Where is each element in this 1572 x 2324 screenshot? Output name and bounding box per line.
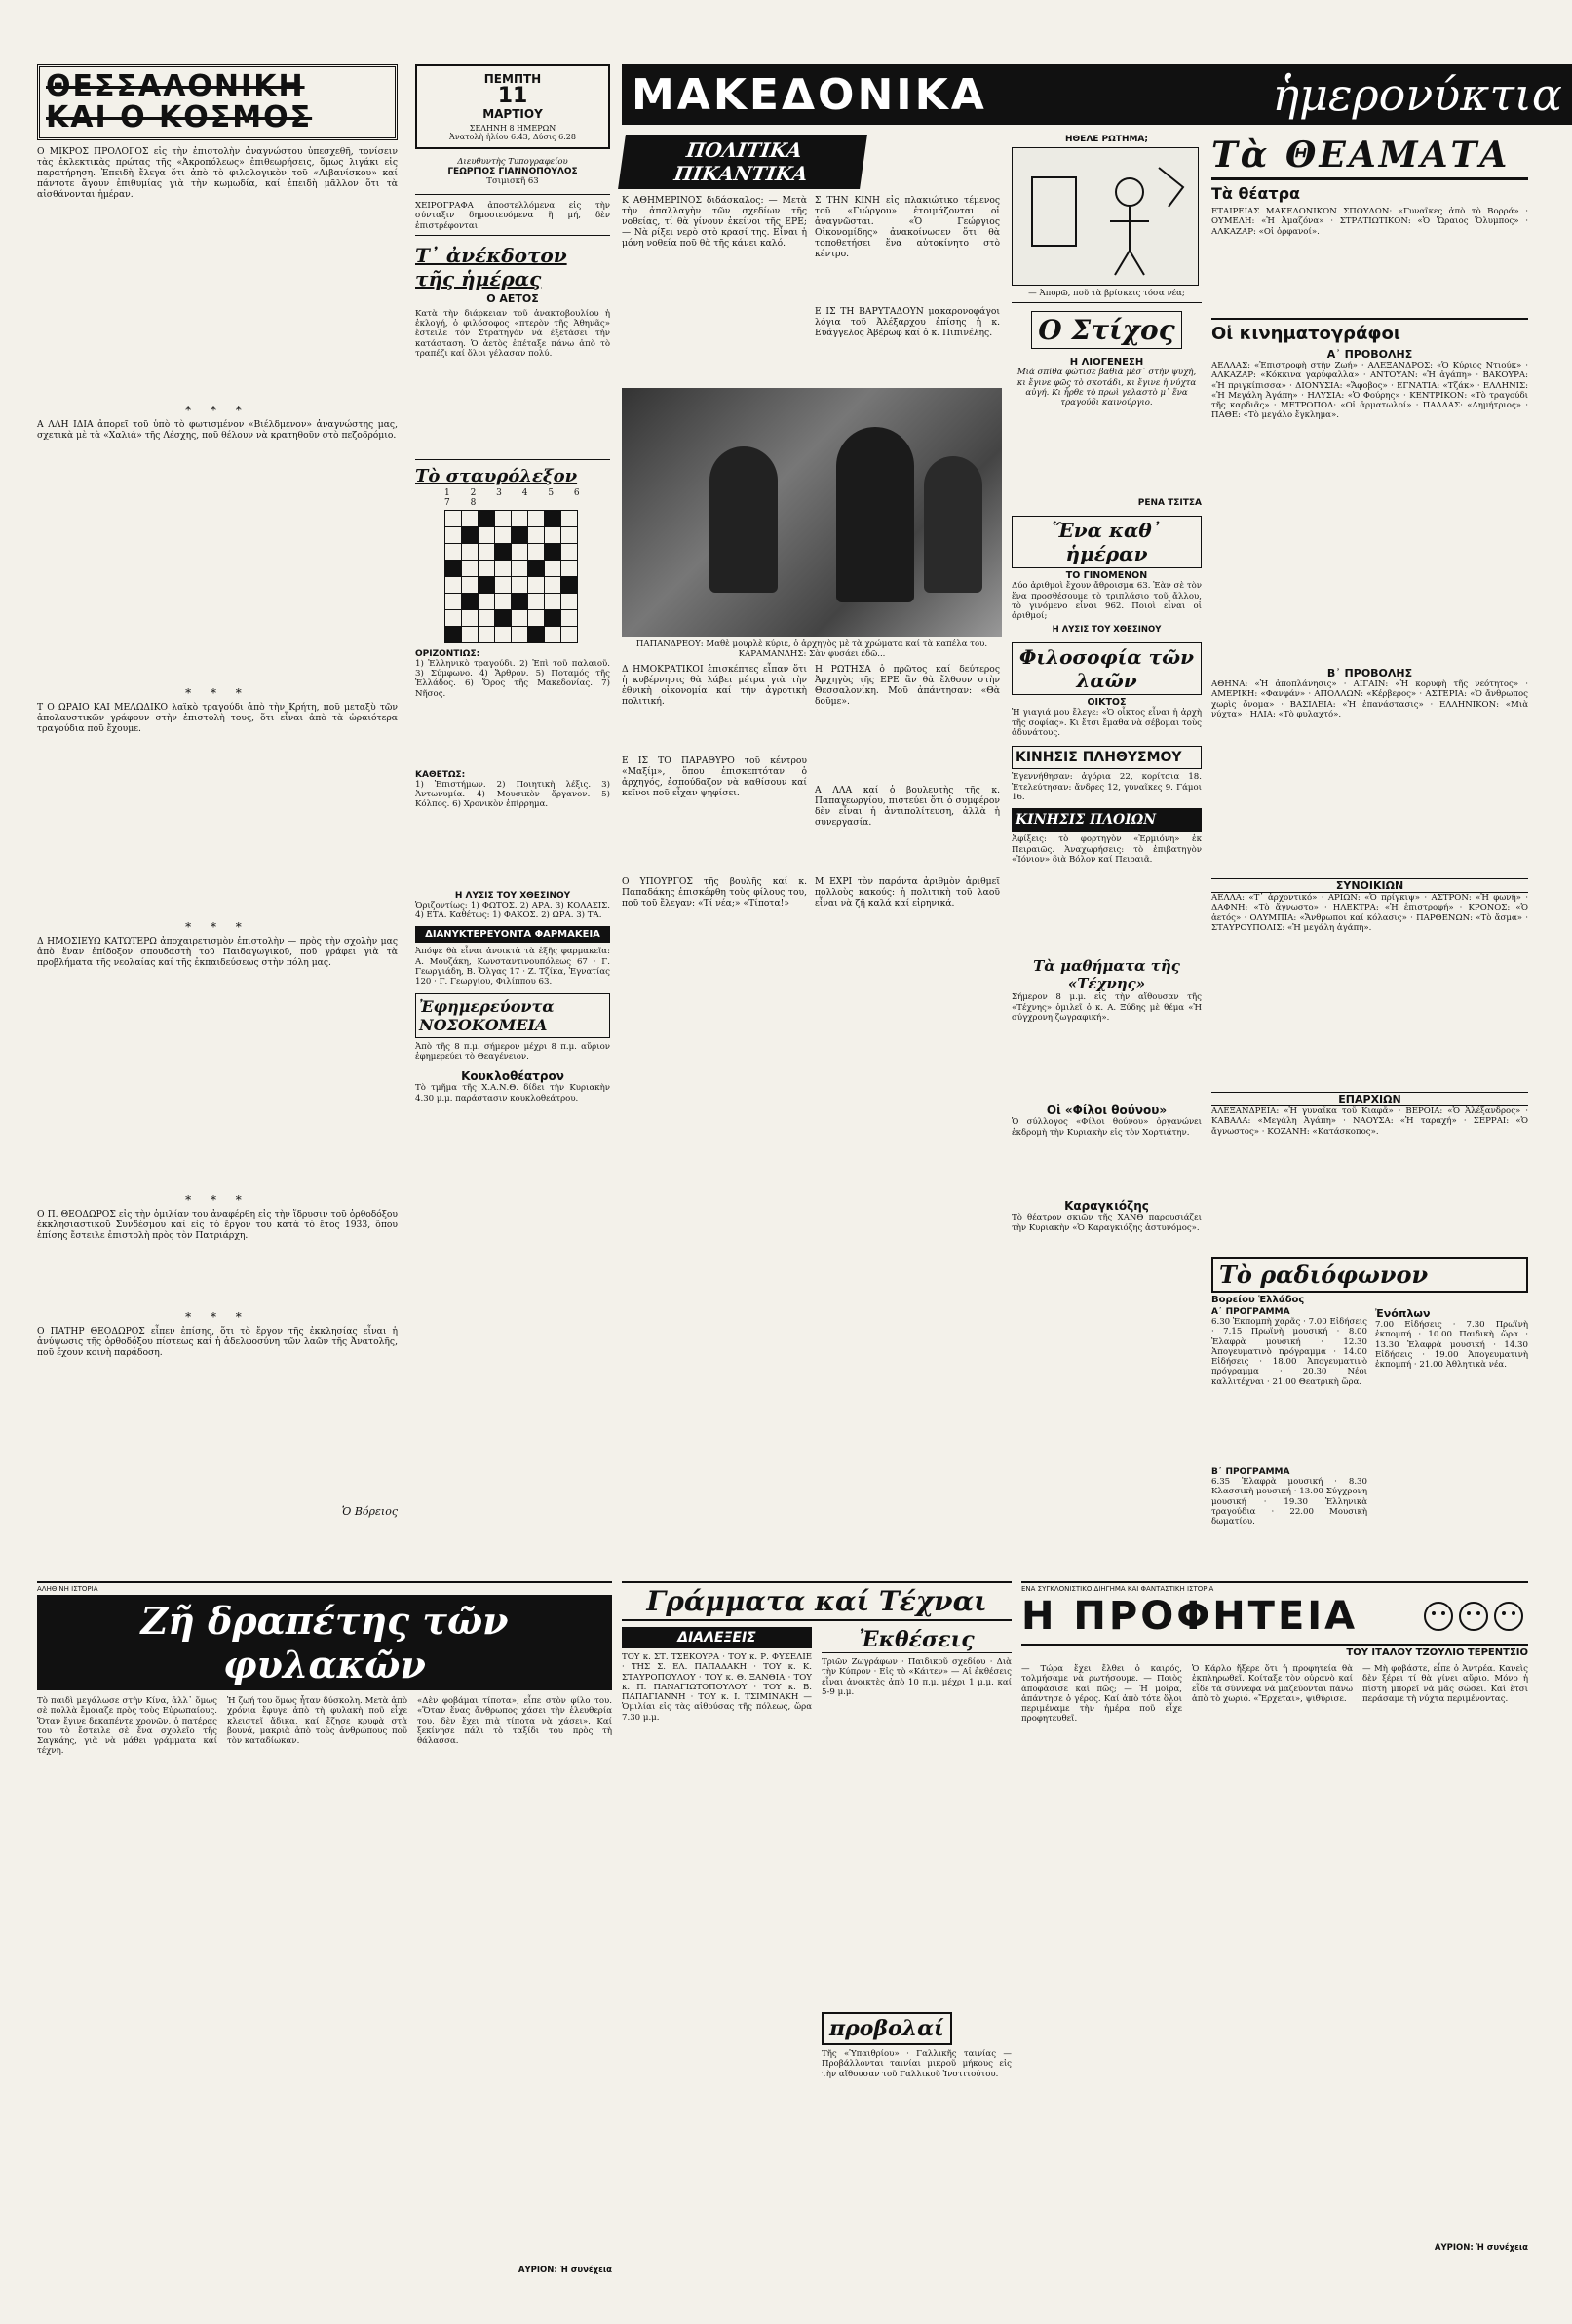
story-columns (37, 1696, 612, 2285)
profiteia-author: ΤΟΥ ΙΤΑΛΟΥ ΤΖΟΥΛΙΟ ΤΕΡΕΝΤΣΙΟ (1346, 1647, 1528, 1658)
profiteia-paragraph: — Μὴ φοβάστε, εἶπε ὁ Ἀντρέα. Κανεὶς δὲν ξέρει τί θὰ γίνει αὔριο. Μόνο ἡ πίστη μπορεῖ νὰ μᾶς σώσει. Καί ἔτσι περάσαμε τὴ νύχτα περιμένοντας. (1362, 1664, 1528, 1704)
article-paragraph: Ο Π. ΘΕΟΔΩΡΟΣ εἰς τὴν ὁμιλίαν του ἀναφέρθη εἰς τὴν ἵδρυσιν τοῦ ὀρθοδόξου ἐκκλησιαστικοῦ Συνδέσμου καί εἰς τὸ ἔργον του κατὰ τὸ ἔτος 1933, ὅπου ἐπίσης ἔστειλε ἐπιστολὴ πρὸς τὸν Πατριάρχη. (37, 1209, 398, 1241)
kathimeran-title: Ἕνα καθ᾽ ἡμέραν (1012, 516, 1202, 568)
newspaper-page (37, 64, 1562, 2277)
date-box (415, 64, 610, 149)
philosophia-text: Ἡ γιαγιά μου ἔλεγε: «Ὁ οἶκτος εἶναι ἡ ἀρχὴ τῆς σοφίας». Κι ἔτσι ἔμαθα νὰ σέβομαι τοὺς ἀδυνάτους. (1012, 708, 1202, 739)
cartoon-icon (1013, 148, 1198, 285)
section-title-line2: ΚΑΙ Ο ΚΟΣΜΟΣ (46, 100, 313, 135)
section-title-line1: ΘΕΣΣΑΛΟΝΙΚΗ (46, 69, 305, 103)
provolis-a-title: Α᾽ ΠΡΟΒΟΛΗΣ (1326, 348, 1413, 361)
director-label: Διευθυντὴς Τυπογραφείου (457, 157, 568, 167)
director-name: ΓΕΩΡΓΙΟΣ ΓΙΑΝΝΟΠΟΥΛΟΣ (447, 167, 578, 176)
politicians-photo (622, 388, 1002, 637)
radio-b-text: 6.35 Ἐλαφρὰ μουσική · 8.30 Κλασσικὴ μουσική · 13.00 Σύγχρονη μουσική · 19.30 Ἑλληνικὰ τραγούδια · 22.00 Μουσικὴ δωματίου. (1211, 1477, 1367, 1528)
ploia-text: Ἀφίξεις: τὸ φορτηγὸν «Ἑρμιόνη» ἐκ Πειραιῶς. Ἀναχωρήσεις: τὸ ἐπιβατηγὸν «Ἰόνιον» διὰ Βόλον καί Πειραιᾶ. (1012, 834, 1202, 865)
eparchion-text: ΑΛΕΞΑΝΔΡΕΙΑ: «Ἡ γυναῖκα τοῦ Κιαφᾶ» · ΒΕΡΟΙΑ: «Ὁ Ἀλέξανδρος» · ΚΑΒΑΛΑ: «Μεγάλη Ἀγάπη» · ΝΑΟΥΣΑ: «Ἡ ταραχή» · ΣΕΡΡΑΙ: «Ὁ ἄγνωστος» · ΚΟΖΑΝΗ: «Κατάσκοπος». (1211, 1106, 1528, 1137)
date-day: ΠΕΜΠΤΗ (483, 72, 542, 86)
synoikia-text: ΑΕΛΛΑ: «Τ᾽ ἀρχοντικό» · ΑΡΙΩΝ: «Ὁ πρίγκιψ» · ΑΣΤΡΟΝ: «Ἡ φωνή» · ΔΑΦΝΗ: «Τὸ ἄγνωστο» · ΗΛΕΚΤΡΑ: «Ἡ ἐπιστροφή» · ΚΡΟΝΟΣ: «Ὁ ἀετός» · ΟΛΥΜΠΙΑ: «Ἄνθρωποι καί κόλασις» · ΠΑΡΘΕΝΩΝ: «Τὸ ἄσμα» · ΣΤΑΥΡΟΥΠΟΛΙΣ: «Ἡ μεγάλη ἀγάπη». (1211, 893, 1528, 933)
solution-title: Η ΛΥΣΙΣ ΤΟΥ ΧΘΕΣΙΝΟΥ (454, 890, 571, 901)
clues-horizontal: 1) Ἑλληνικὸ τραγούδι. 2) Ἐπὶ τοῦ παλαιοῦ. 3) Σύμφωνο. 4) Ἄρθρον. 5) Ποταμός τῆς Ἑλλάδος. 6) Ὄρος τῆς Μακεδονίας. 7) Νῆσος. (415, 658, 610, 699)
separator-stars: * * * (185, 1310, 249, 1324)
filoi-title: Οἱ «Φίλοι θούνου» (1046, 1104, 1168, 1118)
politika-paragraph: Η ΡΩΤΗΣΑ ὁ πρῶτος καί δεύτερος Ἀρχηγὸς τῆς ΕΡΕ ἂν θὰ ἔλθουν στὴν Θεσσαλονίκη. Μοῦ ἀπάντησαν: «Θὰ δοῦμε». (815, 663, 1000, 707)
director-box (415, 149, 610, 195)
moon-info: ΣΕΛΗΝΗ 8 ΗΜΕΡΩΝ (469, 124, 556, 133)
kiniseis-title: ΚΙΝΗΣΙΣ ΠΛΗΘΥΣΜΟΥ (1012, 746, 1202, 769)
divider (1012, 302, 1202, 303)
photo-figure (836, 427, 914, 602)
stichos-subtitle: Η ΛΙΟΓΕΝΕΣΗ (1069, 357, 1144, 368)
divider (415, 235, 610, 236)
politika-paragraph: Α ΛΛΑ καί ὁ βουλευτὴς τῆς κ. Παπαγεωργίου, πιστεύει ὅτι ὁ συμφέρον δὲν εἶναι ἡ ἀντιπολίτευση, ἀλλὰ ἡ συνεργασία. (815, 784, 1000, 828)
crossword-grid (444, 510, 578, 643)
crossword-title: Τὸ σταυρόλεξον (415, 465, 578, 486)
column-signature: Ὁ Βόρειος (341, 1505, 398, 1518)
stichos-title: Ο Στίχος (1031, 311, 1182, 349)
story-title: Ζῆ δραπέτης τῶν φυλακῶν (37, 1595, 612, 1690)
story-paragraph: Τὸ παιδὶ μεγάλωσε στὴν Κίνα, ἀλλ᾽ ὅμως σὲ πολλὰ ἔμοιαζε πρὸς τοὺς Εὐρωπαίους. Ὅταν ἔγινε δεκαπέντε χρονῶν, ὁ πατέρας του τὸ ἔστειλε σὲ ἕνα σχολεῖο τῆς Σαγκάης, γιὰ νὰ μάθει γράμματα καί τέχνη. (37, 1696, 217, 1757)
radio-subtitle: Βορείου Ἑλλάδος (1211, 1295, 1305, 1305)
column-theamata (1211, 135, 1528, 1573)
profiteia-kicker: ΕΝΑ ΣΥΓΚΛΟΝΙΣΤΙΚΟ ΔΙΗΓΗΜΑ ΚΑΙ ΦΑΝΤΑΣΤΙΚΗ ΙΣΤΟΡΙΑ (1021, 1585, 1214, 1593)
profiteia-columns (1021, 1664, 1528, 2263)
stichos-poem: Μιὰ σπίθα φώτισε βαθιὰ μέσ᾽ στὴν ψυχή, κι ἔγινε φῶς τὸ σκοτάδι, κι ἔγινε ἡ νύχτα αὐγή. Κι ἦρθε τὸ πρωὶ γελαστὸ μ᾽ ἕνα τραγούδι καινούργιο. (1016, 368, 1197, 408)
clues-horizontal-title: ΟΡΙΖΟΝΤΙΩΣ: (415, 648, 480, 659)
photo-figure (924, 456, 982, 593)
filoi-text: Ὁ σύλλογος «Φίλοι θούνου» ὀργανώνει ἐκδρομὴ τὴν Κυριακὴν εἰς τὸν Χορτιάτην. (1012, 1117, 1202, 1138)
theamata-title: Τὰ ΘΕΑΜΑΤΑ (1211, 135, 1511, 175)
politika-bottom-row (622, 664, 1002, 968)
article-paragraph: Δ ΗΜΟΣΙΕΥΩ ΚΑΤΩΤΕΡΩ ἀποχαιρετισμὸν ἐπιστολὴν — πρὸς τὴν σχολὴν μας ἀπὸ ἕναν ἐπίδοξον σπουδαστὴ τοῦ Παιδαγωγικοῦ, ποῦ γράφει γιὰ τὰ προβλήματα τῆς νεολαίας καί τῆς ἐκπαιδεύσεως στὴν πόλη μας. (37, 936, 398, 968)
cartoon-subcaption: — Ἀπορῶ, ποῦ τὰ βρίσκεις τόσα νέα; (1028, 289, 1185, 298)
profiteia-paragraph: — Τώρα ἔχει ἔλθει ὁ καιρός, τολμήσαμε νὰ ρωτήσουμε. — Ποιὸς ἀποφάσισε καί πῶς; — Ἡ μοίρα, ἀπάντησε ὁ γέρος. Καί ἀπὸ τότε ὅλοι περιμέναμε τὴν ἡμέρα ποῦ εἶχε προφητευθεῖ. (1021, 1664, 1182, 1724)
theamata-header (1211, 135, 1528, 180)
photo-figure (709, 446, 778, 593)
radio-b-title: Β᾽ ΠΡΟΓΡΑΜΜΑ (1211, 1467, 1290, 1477)
story-section (37, 1581, 612, 2279)
enoplon-title: Ἐνόπλων (1375, 1307, 1431, 1320)
ektheseis-text: Τριῶν Ζωγράφων · Παιδικοῦ σχεδίου · Διὰ τὴν Κύπρον · Εἰς τὸ «Κάιτεν» — Αἱ ἐκθέσεις εἶναι ἀνοικτὲς ἀπὸ 10 π.μ. μέχρι 1 μ.μ. καί 5-9 μ.μ. (822, 1657, 1012, 1697)
masthead-left: ΜΑΚΕΔΟΝΙΚΑ (632, 69, 987, 120)
radio-columns (1211, 1307, 1528, 1578)
enoplon-text: 7.00 Εἰδήσεις · 7.30 Πρωϊνὴ ἐκπομπή · 10.00 Παιδικὴ ὥρα · 13.30 Ἐλαφρὰ μουσική · 14.30 Εἰδήσεις · 19.00 Ἀπογευματινὴ ἐκπομπή · 21.00 Ἀθλητικὰ νέα. (1375, 1320, 1528, 1371)
photo-caption: ΠΑΠΑΝΔΡΕΟΥ: Μαθὲ μουρλὲ κύριε, ὁ ἀρχηγὸς μὲ τὰ χρώματα καί τὰ καπέλα του. ΚΑΡΑΜΑΝΛΗΣ: Σὰν φυσάει ἐδῶ... (635, 639, 988, 660)
masthead-right: ἡμερονύκτια (1272, 68, 1562, 121)
eparchion-title: ΕΠΑΡΧΙΩΝ (1211, 1092, 1528, 1106)
profiteia-header (1021, 1593, 1528, 1646)
politika-paragraph: Σ ΤΗΝ ΚΙΝΗ εἰς πλακιώτικο τέμενος τοῦ «Γιώργου» ἐτοιμάζονται οἱ ἀναγνῶσται. «Ὁ Γεώργιος Οἰκονομίδης» ἀνακοίνωσεν ὅτι θὰ τοποθετήσει ἕνα αὐτοκίνητο στὸ κέντρο. (815, 195, 1000, 259)
mathimata-text: Σήμερον 8 μ.μ. εἰς τὴν αἴθουσαν τῆς «Τέχνης» ὁμιλεῖ ὁ κ. Α. Ξύδης μὲ θέμα «Ἡ σύγχρονη ζωγραφική». (1012, 992, 1202, 1023)
politika-paragraph: Ε ΙΣ ΤΟ ΠΑΡΑΘΥΡΟ τοῦ κέντρου «Μαξίμ», ὅπου ἐπισκεπτόταν ὁ ἀρχηγός, ἐσπούδαζον νὰ καθίσουν καί κεῖνοι ποῦ εἶχαν ψηφίσει. (622, 755, 807, 798)
puppet-text: Τὸ τμῆμα τῆς Χ.Α.Ν.Θ. δίδει τὴν Κυριακὴν 4.30 μ.μ. παράστασιν κουκλοθεάτρου. (415, 1083, 610, 1104)
provolai-title: προβολαί (822, 2012, 952, 2045)
separator-stars: * * * (185, 920, 249, 934)
theatra-text: ΕΤΑΙΡΕΙΑΣ ΜΑΚΕΔΟΝΙΚΩΝ ΣΠΟΥΔΩΝ: «Γυναῖκες ἀπὸ τὸ Βορρά» · ΟΥΜΕΛΗ: «Ἡ Ἀμαζόνα» · ΣΤΡΑΤΙΩΤΙΚΟΝ: «Ὁ Ὥραιος Ὄλυμπος» · ΑΛΚΑΖΑΡ: «Οἱ ὀρφανοί». (1211, 207, 1528, 237)
grammata-title: Γράμματα καί Τέχναι (622, 1583, 1012, 1621)
profiteia-section (1021, 1581, 1528, 2279)
politika-left-col (622, 664, 807, 968)
philosophia-subtitle: ΟΙΚΤΟΣ (1087, 697, 1127, 709)
middle-column (1012, 135, 1202, 1568)
sun-info: Ἀνατολὴ ἡλίου 6.43, Δύσις 6.28 (449, 133, 576, 141)
solution-text: Ὁριζοντίως: 1) ΦΩΤΟΣ. 2) ΑΡΑ. 3) ΚΟΛΑΣΙΣ. 4) ΕΤΑ. Καθέτως: 1) ΦΑΚΟΣ. 2) ΩΡΑ. 3) ΤΑ. (415, 900, 610, 921)
manuscripts-note: ΧΕΙΡΟΓΡΑΦΑ ἀποστελλόμενα εἰς τὴν σύνταξιν δημοσιευόμενα ἢ μή, δὲν ἐπιστρέφονται. (415, 201, 610, 231)
clues-vertical-title: ΚΑΘΕΤΩΣ: (415, 769, 466, 780)
column-info (415, 64, 610, 1573)
anecdote-title: Τ᾽ ἀνέκδοτον τῆς ἡμέρας (415, 243, 567, 290)
ploia-title: ΚΙΝΗΣΙΣ ΠΛΟΙΩΝ (1012, 808, 1202, 832)
article-paragraph: Α ΛΛΗ ΙΔΙΑ ἀπορεῖ τοῦ ὑπὸ τὸ φωτισμένον «Βιέλδμενον» ἀναγνώστης μας, σχετικὰ μὲ τὰ «Χαλιά» τῆς Λέσχης, ποῦ θέλουν νὰ κρατηθοῦν στὸ πεζοδρόμιο. (37, 419, 398, 441)
article-paragraph: Ο ΠΑΤΗΡ ΘΕΟΔΩΡΟΣ εἶπεν ἐπίσης, ὅτι τὸ ἔργον τῆς ἐκκλησίας εἶναι ἡ ἀνύψωσις τῆς ὀρθοδόξου πίστεως καί ἡ ἀδελφοσύνη τῶν λαῶν τῆς Ἀνατολῆς, ποῦ ἔχουν κοινὴ παράδοση. (37, 1326, 398, 1358)
grammata-section (622, 1581, 1012, 2279)
divider (415, 459, 610, 460)
stichos-author: ΡΕΝΑ ΤΣΙΤΣΑ (1137, 498, 1202, 509)
politika-top-row (622, 195, 1002, 306)
date-number: 11 (497, 84, 528, 108)
ektheseis-title: Ἐκθέσεις (822, 1627, 1012, 1653)
story-paragraph: «Δὲν φοβάμαι τίποτα», εἶπε στὸν φίλο του. «Ὅταν ἕνας ἄνθρωπος χάσει τὴν ἐλευθερία του, δὲν ἔχει πιὰ τίποτα νὰ χάσει». Καί ξεκίνησε πάλι τὸ ταξίδι του πρὸς τὴ θάλασσα. (417, 1696, 612, 1747)
separator-stars: * * * (185, 404, 249, 417)
hospital-title: Ἐφημερεύοντα ΝΟΣΟΚΟΜΕΙΑ (415, 993, 610, 1038)
faces-illustration-icon (1421, 1593, 1528, 1640)
hospital-text: Ἀπὸ τῆς 8 π.μ. σήμερον μέχρι 8 π.μ. αὔριον ἐφημερεύει τὸ Θεαγένειον. (415, 1041, 610, 1062)
kiniseis-text: Ἐγεννήθησαν: ἀγόρια 22, κορίτσια 18. Ἐτελεύτησαν: ἄνδρες 12, γυναῖκες 9. Γάμοι 16. (1012, 772, 1202, 802)
kathimeran-solution-title: Η ΛΥΣΙΣ ΤΟΥ ΧΘΕΣΙΝΟΥ (1052, 625, 1162, 636)
date-month: ΜΑΡΤΙΟΥ (482, 107, 543, 121)
pharmacy-text: Ἀπόψε θὰ εἶναι ἀνοικτὰ τὰ ἑξῆς φαρμακεῖα: Α. Μουζάκη, Κωνσταντινουπόλεως 67 · Γ. Γεωργιάδη, Β. Ὄλγας 17 · Ζ. Τζίκα, Ἐγνατίας 120 · Γ. Γεωργίου, Φιλίππου 63. (415, 947, 610, 988)
kinimatografoi-title: Οἱ κινηματογράφοι (1211, 324, 1400, 344)
synoikia-title: ΣΥΝΟΙΚΙΩΝ (1211, 878, 1528, 893)
masthead (622, 64, 1572, 125)
karagkiozis-text: Τὸ θέατρον σκιῶν τῆς ΧΑΝΘ παρουσιάζει τὴν Κυριακὴν «Ὁ Καραγκιόζης ἀστυνόμος». (1012, 1213, 1202, 1233)
politika-paragraph: Δ ΗΜΟΚΡΑΤΙΚΟΙ ἐπισκέπτες εἶπαν ὅτι ἡ κυβέρνησις θὰ λάβει μέτρα γιὰ τὴν ἐθνικὴ οἰκονομία καί τὴν ἀγροτικὴ πολιτική. (622, 663, 807, 707)
separator-stars: * * * (185, 686, 249, 700)
dialexeis-col (622, 1627, 812, 2241)
politika-paragraph: Ο ΥΠΟΥΡΓΟΣ τῆς βουλῆς καί κ. Παπαδάκης ἐπισκέφθη τοὺς φίλους του, ποῦ τοῦ ἔλεγαν: «Τί νέα;» «Τίποτα!» (622, 875, 807, 909)
karagkiozis-title: Καραγκιόζης (1064, 1199, 1149, 1214)
puppet-title: Κουκλοθέατρον (461, 1069, 564, 1084)
dialexeis-text: ΤΟΥ κ. ΣΤ. ΤΣΕΚΟΥΡΑ · ΤΟΥ κ. Ρ. ΦΥΣΕΛΙΕ · ΤΗΣ Σ. ΕΛ. ΠΑΠΑΔΑΚΗ · ΤΟΥ κ. Κ. ΣΤΑΥΡΟΠΟΥΛΟΥ · ΤΟΥ κ. Θ. ΞΑΝΘΙΑ · ΤΟΥ κ. Π. ΠΑΝΑΓΙΩΤΟΠΟΥΛΟΥ · ΤΟΥ κ. Β. ΠΑΠΑΓΙΑΝΝΗ · ΤΟΥ κ. Ι. ΤΣΙΜΙΝΑΚΗ — Ὁμιλίαι εἰς τὰς αἰθούσας τῆς πόλεως, ὥρα 7.30 μ.μ. (622, 1652, 812, 1723)
story-paragraph: Ἡ ζωή του ὅμως ἦταν δύσκολη. Μετὰ ἀπὸ χρόνια ἔφυγε ἀπὸ τὴ φυλακὴ ποῦ εἶχε κλειστεῖ ἄδικα, καί ἔζησε κρυφὰ στὰ βουνά, μακριὰ ἀπὸ τοὺς ἀνθρώπους ποῦ τὸν καταδίωκαν. (227, 1696, 407, 1747)
cartoon-caption: ΗΘΕΛΕ ΡΩΤΗΜΑ; (1064, 135, 1149, 144)
thessaloniki-header (37, 64, 398, 140)
politika-paragraph: Κ ΑΘΗΜΕΡΙΝΟΣ διδάσκαλος: — Μετὰ τὴν ἀπαλλαγὴν τῶν σχεδίων τῆς νοθείας, τί θὰ γίνουν ἐκείνοι τῆς ΕΡΕ; — Νὰ ρίξει νερὸ στὸ κρασί της. Εἶναι ἡ μόνη νοθεία ποῦ θὰ τῆς κάνει καλό. (622, 195, 807, 249)
profiteia-paragraph: Ὁ Κάρλο ἤξερε ὅτι ἡ προφητεία θὰ ἐκπληρωθεῖ. Κοίταξε τὸν οὐρανὸ καί εἶδε τὰ σύννεφα νὰ μαζεύονται πάνω ἀπὸ τὸ χωριό. «Ἔρχεται», ψιθύρισε. (1192, 1664, 1353, 1704)
grammata-columns (622, 1627, 1012, 2241)
article-paragraph: Ο ΜΙΚΡΟΣ ΠΡΟΛΟΓΟΣ εἰς τὴν ἐπιστολὴν ἀναγνώστου ὑπεσχεθῆ, τονίσειν τὰς ἐκλεκτικὰς πρώτας τῆς «Ἀκροπόλεως» ἐπιθεωρήσεις, ὅμως λιγάκι εἰς παρατήρηση. Ἐπειδὴ ἔλεγα ὅτι ἀπὸ τὸ φιλολογικὸν τοῦ «Λιβανίσκου» καί πάντοτε ἄγουν ἐπιθυμίας γιὰ τὴν κωμωδία, καί ἐπειδὴ μᾶλλον ὅτι τὰ αἰσθάνονται ἡμέραν. (37, 146, 398, 200)
profiteia-last-col (1362, 1664, 1528, 2263)
story-continued: ΑΥΡΙΟΝ: Ἡ συνέχεια (518, 2266, 612, 2275)
anecdote-text: Κατὰ τὴν διάρκειαν τοῦ ἀνακτοβουλίου ἡ ἐκλογή, ὁ φιλόσοφος «πτερὸν τῆς Ἀθηνᾶς» ἔστειλε τὸν Στρατηγὸν νὰ ἐξετάσει τὴν κατάσταση. Ὁ ἀετὸς ἐπέταξε πάνω ἀπὸ τὸ τραπέζι καί ὅλοι γέλασαν πολύ. (415, 308, 610, 360)
profiteia-title: Η ΠΡΟΦΗΤΕΙΑ (1021, 1594, 1359, 1639)
story-last-col (417, 1696, 612, 2285)
radio-title: Τὸ ραδιόφωνον (1211, 1257, 1528, 1293)
profiteia-continued: ΑΥΡΙΟΝ: Ἡ συνέχεια (1434, 2243, 1528, 2253)
divider (1211, 318, 1528, 320)
ektheseis-col (822, 1627, 1012, 2241)
kathimeran-text: Δύο ἀριθμοὶ ἔχουν ἄθροισμα 63. Ἐὰν σὲ τὸν ἕνα προσθέσουμε τὸ τριπλάσιο τοῦ ἄλλου, τὸ γινόμενο εἶναι 962. Ποιοὶ εἶναι οἱ ἀριθμοί; (1012, 581, 1202, 622)
politika-right-col (815, 664, 1000, 968)
anecdote-subtitle: Ο ΑΕΤΟΣ (486, 291, 539, 305)
column-thessaloniki (37, 64, 398, 1573)
philosophia-title: Φιλοσοφία τῶν λαῶν (1012, 642, 1202, 695)
clues-vertical: 1) Ἐπιστήμων. 2) Ποιητικὴ λέξις. 3) Ἀντωνυμία. 4) Μουσικὸν ὄργανον. 5) Κόλπος. 6) Χρονικὸν ἐπίρρημα. (415, 779, 610, 810)
cartoon-drawing (1012, 147, 1199, 286)
radio-a-title: Α᾽ ΠΡΟΓΡΑΜΜΑ (1211, 1307, 1290, 1317)
politika-title: ΠΟΛΙΤΙΚΑ ΠΙΚΑΝΤΙΚΑ (618, 135, 867, 189)
director-address: Τσιμισκῆ 63 (486, 176, 539, 186)
politika-paragraph: Ε ΙΣ ΤΗ ΒΑΡΥΤΑΔΟΥΝ μακαρονοφάγοι λόγια τοῦ Ἀλέξαρχου ἐπίσης ἡ κ. Εὐάγγελος Ἀβέρωφ καί ὁ κ. Πιπινέλης. (815, 306, 1000, 338)
separator-stars: * * * (185, 1193, 249, 1207)
provolis-b-text: ΑΘΗΝΑ: «Ἡ ἀποπλάνησις» · ΑΙΓΑΙΝ: «Ἡ κορυφὴ τῆς νεότητος» · ΑΜΕΡΙΚΗ: «Φανφάν» · ΑΠΟΛΛΩΝ: «Κέρβερος» · ΑΣΤΕΡΙΑ: «Ὁ ἄνθρωπος χωρὶς ὄνομα» · ΒΑΣΙΛΕΙΑ: «Ἡ ἐπανάστασις» · ΕΛΛΗΝΙΚΟΝ: «Μιὰ νύχτα» · ΗΛΙΑ: «Τὸ φυλαχτό». (1211, 679, 1528, 719)
provolai-text: Τῆς «Ὑπαιθρίου» · Γαλλικῆς ταινίας — Προβάλλονται ταινίαι μικροῦ μήκους εἰς τὴν αἴθουσαν τοῦ Γαλλικοῦ Ἰνστιτούτου. (822, 2049, 1012, 2079)
politika-section (622, 135, 1002, 1070)
radio-right (1375, 1307, 1528, 1578)
mathimata-title: Τὰ μαθήματα τῆς «Τέχνης» (1033, 957, 1180, 993)
theatra-title: Τὰ θέατρα (1211, 184, 1301, 203)
politika-paragraph: Μ ΕΧΡΙ τὸν παρόντα ἀριθμὸν ἀριθμεῖ πολλοὺς κακούς: ἡ πολιτικὴ τοῦ λαοῦ εἶναι νὰ ζῆ καλά καί εἰρηνικά. (815, 875, 1000, 909)
pharmacy-title: ΔΙΑΝΥΚΤΕΡΕΥΟΝΤΑ ΦΑΡΜΑΚΕΙΑ (415, 926, 610, 943)
article-paragraph: Τ Ο ΩΡΑΙΟ ΚΑΙ ΜΕΛΩΔΙΚΟ λαϊκὸ τραγούδι ἀπὸ τὴν Κρήτη, ποῦ μεταξὺ τῶν ἀπολαυστικῶν γράφουν στὴν ἐπιστολὴ τους, ὅτι εἶναι ἀπὸ τὰ ὡραιότερα τραγούδια ποῦ ἔχουμε. (37, 702, 398, 734)
crossword-numbers: 1 2 3 4 5 6 7 8 (444, 487, 589, 508)
provolis-b-title: Β᾽ ΠΡΟΒΟΛΗΣ (1326, 667, 1413, 679)
kathimeran-subtitle: ΤΟ ΓΙΝΟΜΕΝΟΝ (1065, 570, 1148, 582)
radio-left (1211, 1307, 1367, 1578)
dialexeis-title: ΔΙΑΛΕΞΕΙΣ (622, 1627, 812, 1648)
story-kicker: ΑΛΗΘΙΝΗ ΙΣΤΟΡΙΑ (37, 1585, 98, 1593)
provolis-a-text: ΑΕΛΛΑΣ: «Ἐπιστροφὴ στὴν Ζωή» · ΑΛΕΞΑΝΔΡΟΣ: «Ὁ Κύριος Ντιούκ» · ΑΛΚΑΖΑΡ: «Κόκκινα γαρύφαλλα» · ΑΝΤΟΥΑΝ: «Ἡ ἀγάπη» · ΒΑΚΟΥΡΑ: «Ἡ πριγκίπισσα» · ΔΙΟΝΥΣΙΑ: «Ἄφοβος» · ΕΓΝΑΤΙΑ: «Τζάκ» · ΕΛΛΗΝΙΣ: «Ἡ Μεγάλη Ἀγάπη» · ΗΛΥΣΙΑ: «Ὁ Φούρης» · ΚΕΝΤΡΙΚΟΝ: «Τὸ τραγούδι τῆς καρδιᾶς» · ΜΕΤΡΟΠΟΛ: «Οἱ ἀρματωλοί» · ΠΑΛΛΑΣ: «Δημήτριος» · ΠΑΘΕ: «Τὸ μεγάλο ἔγκλημα». (1211, 361, 1528, 421)
radio-a-text: 6.30 Ἐκπομπὴ χαρᾶς · 7.00 Εἰδήσεις · 7.15 Πρωϊνὴ μουσική · 8.00 Ἐλαφρὰ μουσική · 12.30 Ἀπογευματινὸ πρόγραμμα · 14.00 Εἰδήσεις · 18.00 Ἀπογευματινὸ πρόγραμμα · 20.30 Νέοι καλλιτέχναι · 21.00 Θεατρικὴ ὥρα. (1211, 1317, 1367, 1387)
